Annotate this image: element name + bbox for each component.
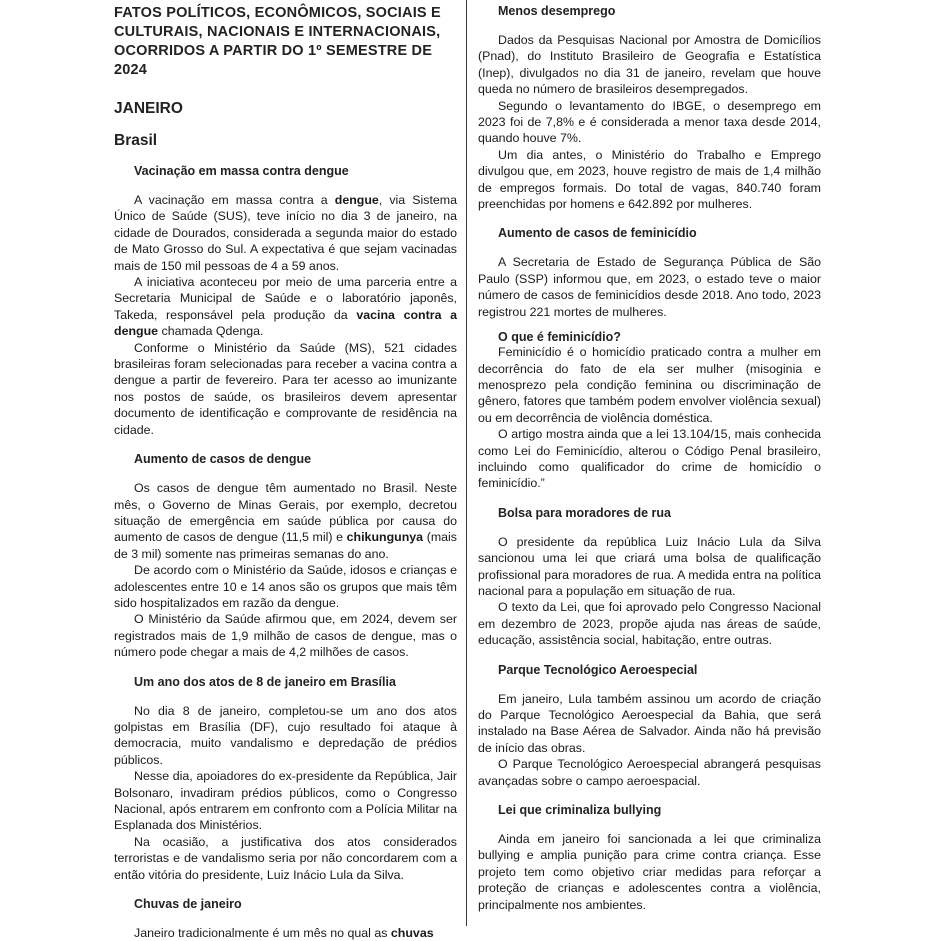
section-heading: Menos desemprego: [498, 4, 616, 18]
paragraph: No dia 8 de janeiro, completou-se um ano dos atos golpistas em Brasília (DF), cujo resultado foi ataque à democracia, muito vandalismo e depredação de prédios públicos.: [114, 703, 457, 767]
paragraph: Dados da Pesquisas Nacional por Amostra de Domicílios (Pnad), do Instituto Brasileiro de Geografia e Estatística (Inep), divulgados no dia 31 de janeiro, revelam que houve queda no número de brasileiros desempregados.: [478, 33, 821, 97]
question-heading: O que é feminicídio?: [498, 330, 621, 345]
paragraph: Feminicídio é o homicídio praticado contra a mulher em decorrência do fato de ela ser mulher (misoginia e menosprezo pela condição feminina ou discriminação de gênero, fatores que também podem envolver violência sexual) ou em decorrência de violência doméstica.: [478, 345, 821, 425]
section-heading: Um ano dos atos de 8 de janeiro em Brasília: [134, 674, 396, 689]
paragraph: Nesse dia, apoiadores do ex-presidente da República, Jair Bolsonaro, invadiram prédios públicos, como o Congresso Nacional, após entrarem em confronto com a Polícia Militar na Esplanada dos Ministérios.: [114, 769, 457, 833]
paragraph: Em janeiro, Lula também assinou um acordo de criação do Parque Tecnológico Aeroespecial da Bahia, que será instalado na Base Aérea de Salvador. Ainda não há previsão de início das obras.: [478, 691, 821, 755]
paragraph: Um dia antes, o Ministério do Trabalho e Emprego divulgou que, em 2023, houve registro de mais de 1,4 milhão de empregos formais. Do total de vagas, 840.740 foram preenchidas por homens e 642.892 por mulheres.: [478, 147, 821, 212]
paragraph: O Ministério da Saúde afirmou que, em 2024, devem ser registrados mais de 1,9 milhão de casos de dengue, mas o número pode chegar a mais de 4,2 milhões de casos.: [114, 612, 457, 660]
paragraph: O texto da Lei, que foi aprovado pelo Congresso Nacional em dezembro de 2023, propõe ajuda nas áreas de saúde, educação, assistência social, habitação, entre outras.: [478, 600, 821, 648]
paragraph: Conforme o Ministério da Saúde (MS), 521 cidades brasileiras foram selecionadas para receber a vacina contra a dengue a partir de fevereiro. Para ter acesso ao imunizante nos postos de saúde, os brasileiros devem apresentar documento de identificação e comprovante de residência na cidade.: [114, 340, 457, 437]
country-heading: Brasil: [114, 132, 158, 149]
section-heading: Parque Tecnológico Aeroespecial: [498, 662, 698, 677]
paragraph: O artigo mostra ainda que a lei 13.104/15, mais conhecida como Lei do Feminicídio, alterou o Código Penal brasileiro, incluindo como qualificador do crime de homicídio o feminicídio.”: [478, 427, 821, 491]
paragraph: Os casos de dengue têm aumentado no Brasil. Neste mês, o Governo de Minas Gerais, por exemplo, decretou situação de emergência em saúde pública por causa do aumento de casos de dengue (11,5 mil) e chikungunya (mais de 3 mil) somente nas primeiras semanas do ano.: [114, 481, 457, 561]
section-heading: Bolsa para moradores de rua: [498, 505, 671, 520]
paragraph: A Secretaria de Estado de Segurança Pública de São Paulo (SSP) informou que, em 2023, o estado teve o maior número de casos de feminicídios desde 2018. Ano todo, 2023 registrou 221 mortes de mulheres.: [478, 255, 821, 319]
paragraph: Janeiro tradicionalmente é um mês no qual as chuvas: [134, 926, 434, 941]
paragraph: Segundo o levantamento do IBGE, o desemprego em 2023 foi de 7,8% e é considerada a menor taxa desde 2014, quando houve 7%.: [478, 98, 821, 146]
section-heading: Vacinação em massa contra dengue: [134, 164, 349, 178]
paragraph: O Parque Tecnológico Aeroespecial abrangerá pesquisas avançadas sobre o campo aeroespacial.: [478, 757, 821, 788]
paragraph: O presidente da república Luiz Inácio Lula da Silva sancionou uma lei que criará uma bolsa de qualificação profissional para moradores de rua. A medida entra na política nacional para a população em situação de rua.: [478, 534, 821, 598]
section-heading: Aumento de casos de dengue: [134, 452, 312, 467]
section-heading: Aumento de casos de feminicídio: [498, 226, 697, 241]
month-heading: JANEIRO: [114, 100, 183, 117]
right-column: [478, 0, 821, 926]
section-heading: Chuvas de janeiro: [134, 897, 242, 912]
page-title: FATOS POLÍTICOS, ECONÔMICOS, SOCIAIS E CULTURAIS, NACIONAIS E INTERNACIONAIS, OCORRIDOS A PARTIR DO 1º SEMESTRE DE 2024: [114, 5, 441, 78]
paragraph: De acordo com o Ministério da Saúde, idosos e crianças e adolescentes entre 10 e 14 anos são os grupos que mais têm sido hospitalizados em razão da dengue.: [114, 563, 457, 610]
paragraph: A iniciativa aconteceu por meio de uma parceria entre a Secretaria Municipal de Saúde e o laboratório japonês, Takeda, responsável pela produção da vacina contra a dengue chamada Qdenga.: [114, 275, 457, 339]
column-divider: [466, 0, 467, 926]
paragraph: A vacinação em massa contra a dengue, via Sistema Único de Saúde (SUS), teve início no dia 3 de janeiro, na cidade de Dourados, considerada a segunda maior do estado de Mato Grosso do Sul. A expectativa é que sejam vacinadas mais de 150 mil pessoas de 4 a 59 anos.: [114, 193, 457, 273]
left-column: [114, 0, 457, 941]
section-heading: Lei que criminaliza bullying: [498, 803, 662, 818]
paragraph: Ainda em janeiro foi sancionada a lei que criminaliza bullying e amplia punição para crime contra criança. Esse projeto tem como objetivo criar medidas para reforçar a proteção de crianças e adolescentes contra a violência, principalmente nos ambientes.: [478, 832, 821, 912]
paragraph: Na ocasião, a justificativa dos atos considerados terroristas e de vandalismo seria por não concordarem com a então vitória do presidente, Luiz Inácio Lula da Silva.: [114, 834, 457, 882]
